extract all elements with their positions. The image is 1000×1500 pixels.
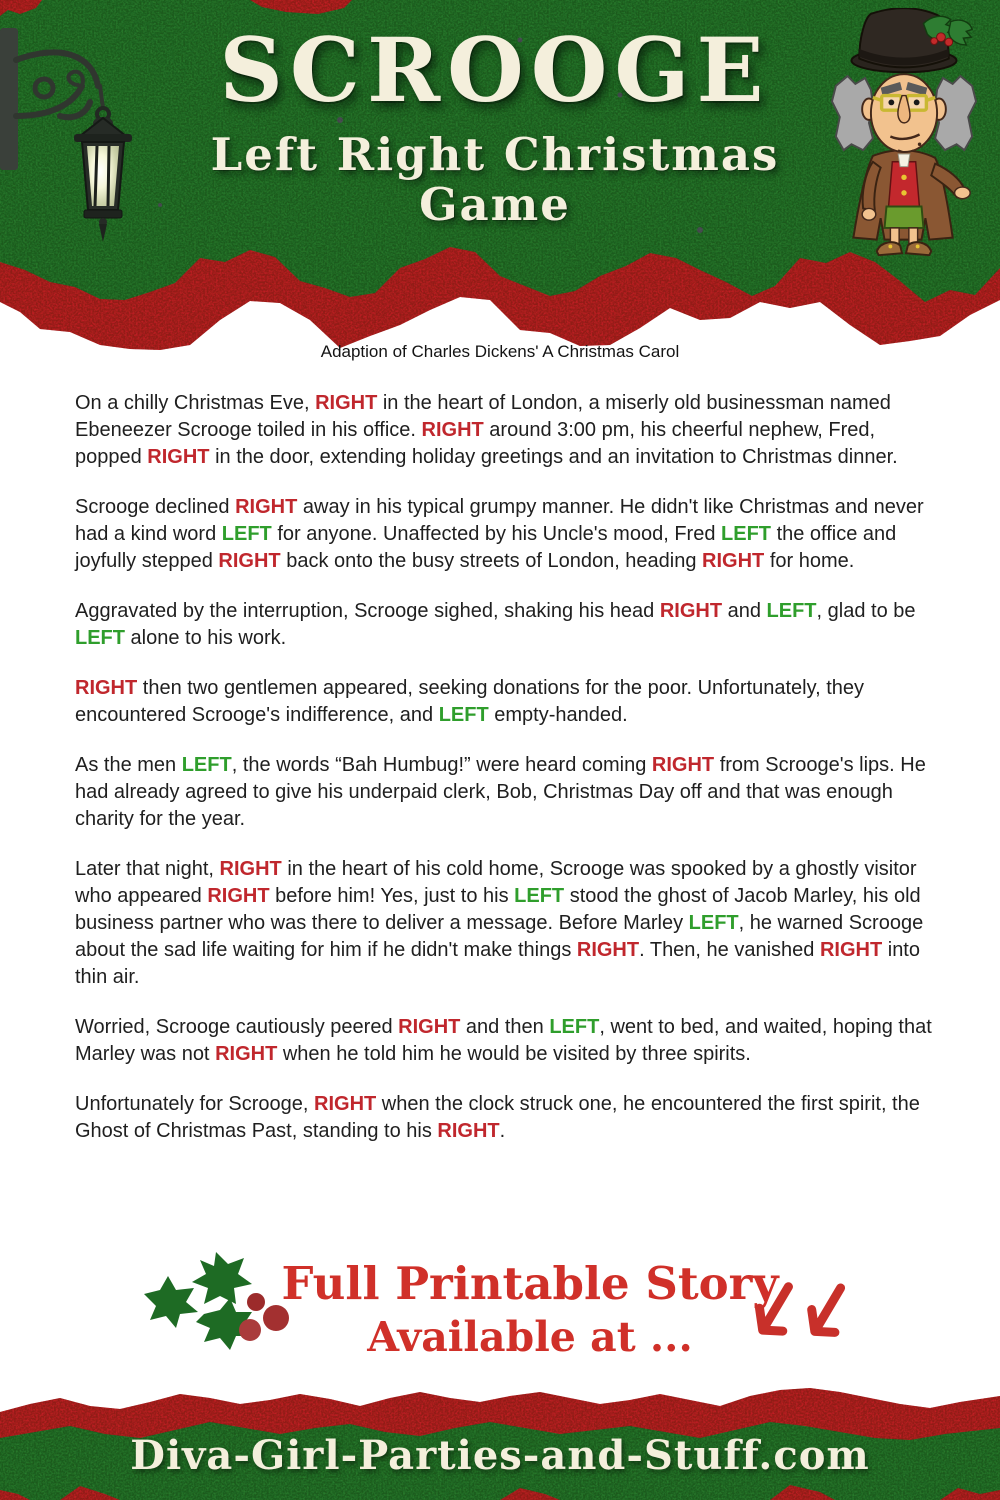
- page-subtitle: Left Right Christmas Game: [210, 128, 780, 231]
- right-keyword: RIGHT: [576, 939, 640, 961]
- right-keyword: RIGHT: [819, 939, 883, 961]
- story-text: in the heart of his cold home, Scrooge was spooked by a ghostly visitor who appeared: [75, 858, 917, 907]
- right-keyword: RIGHT: [314, 1093, 377, 1115]
- right-keyword: RIGHT: [75, 677, 138, 699]
- story-paragraph: [75, 675, 943, 729]
- left-keyword: LEFT: [75, 627, 125, 649]
- story-text: Scrooge declined: [75, 496, 236, 518]
- story-text: , went to bed, and waited, hoping that Marley was not: [75, 1016, 932, 1065]
- right-keyword: RIGHT: [147, 446, 210, 468]
- story-text: from Scrooge's lips. He had already agreed to give his underpaid clerk, Bob, Christmas Day off and that was enough charity for the year.: [75, 754, 926, 830]
- right-keyword: RIGHT: [421, 419, 484, 441]
- story-text: empty-handed.: [488, 704, 628, 726]
- promo-line2: Available at ...: [367, 1312, 693, 1361]
- header-titles: [145, 18, 845, 231]
- story-text: Unfortunately for Scrooge,: [75, 1093, 315, 1115]
- right-keyword: RIGHT: [651, 754, 715, 776]
- hat-holly-icon: [923, 16, 972, 46]
- story-text: .: [499, 1120, 506, 1142]
- story-text: away in his typical grumpy manner. He didn't like Christmas and never had a kind word: [75, 496, 924, 545]
- story-text: stood the ghost of Jacob Marley, his old business partner who was there to deliver a message. Before Marley: [75, 885, 921, 934]
- story-text: when the clock struck one, he encountered the first spirit, the Ghost of Christmas Past, standing to his: [75, 1093, 920, 1142]
- left-keyword: LEFT: [721, 523, 772, 545]
- story-paragraph: [75, 494, 943, 575]
- left-keyword: LEFT: [514, 885, 565, 907]
- story-paragraph: [75, 598, 943, 652]
- right-keyword: RIGHT: [659, 600, 723, 622]
- right-keyword: RIGHT: [207, 885, 270, 907]
- story-text: , he warned Scrooge about the sad life waiting for him if he didn't make things: [75, 912, 924, 961]
- story-paragraph: [75, 752, 943, 833]
- story-text: for home.: [764, 550, 855, 572]
- story-text: in the heart of London, a miserly old businessman named Ebeneezer Scrooge toiled in his office.: [75, 392, 891, 441]
- story-text: Worried, Scrooge cautiously peered: [75, 1016, 399, 1038]
- right-keyword: RIGHT: [235, 496, 298, 518]
- left-keyword: LEFT: [181, 754, 232, 776]
- left-keyword: LEFT: [438, 704, 489, 726]
- story-paragraph: [75, 1091, 943, 1145]
- story-paragraph: [75, 856, 943, 991]
- story-text: around 3:00 pm, his cheerful nephew, Fred, popped: [75, 419, 876, 468]
- right-keyword: RIGHT: [219, 858, 282, 880]
- right-keyword: RIGHT: [398, 1016, 461, 1038]
- story: [75, 390, 943, 1168]
- story-text: , the words “Bah Humbug!” were heard coming: [231, 754, 652, 776]
- story-text: back onto the busy streets of London, heading: [280, 550, 703, 572]
- left-keyword: LEFT: [549, 1016, 600, 1038]
- scrooge-icon: [826, 8, 982, 261]
- story-text: before him! Yes, just to his: [269, 885, 515, 907]
- left-keyword: LEFT: [688, 912, 739, 934]
- story-paragraph: [75, 1014, 943, 1068]
- right-keyword: RIGHT: [215, 1043, 278, 1065]
- story-text: alone to his work.: [125, 627, 287, 649]
- promo-text: [270, 1258, 790, 1361]
- story-paragraph: [75, 390, 943, 471]
- double-down-left-arrows-icon: [746, 1280, 861, 1352]
- story-text: As the men: [75, 754, 182, 776]
- right-keyword: RIGHT: [702, 550, 765, 572]
- story-text: when he told him he would be visited by three spirits.: [277, 1043, 751, 1065]
- story-text: the office and joyfully stepped: [75, 523, 897, 572]
- tagline: Adaption of Charles Dickens' A Christmas Carol: [320, 342, 680, 361]
- right-keyword: RIGHT: [218, 550, 281, 572]
- story-text: for anyone. Unaffected by his Uncle's mood, Fred: [271, 523, 722, 545]
- right-keyword: RIGHT: [437, 1120, 500, 1142]
- story-text: into thin air.: [75, 939, 920, 988]
- left-keyword: LEFT: [766, 600, 817, 622]
- left-keyword: LEFT: [221, 523, 272, 545]
- story-text: and: [722, 600, 767, 622]
- website-text: Diva-Girl-Parties-and-Stuff.com: [130, 1432, 870, 1479]
- story-text: . Then, he vanished: [639, 939, 820, 961]
- story-text: then two gentlemen appeared, seeking donations for the poor. Unfortunately, they encountered Scrooge's indifference, and: [75, 677, 864, 726]
- story-text: On a chilly Christmas Eve,: [75, 392, 316, 414]
- story-text: and then: [460, 1016, 550, 1038]
- story-text: in the door, extending holiday greetings and an invitation to Christmas dinner.: [209, 446, 898, 468]
- story-text: , glad to be: [816, 600, 916, 622]
- story-text: Later that night,: [75, 858, 220, 880]
- page-title: SCROOGE: [219, 18, 771, 122]
- story-text: Aggravated by the interruption, Scrooge sighed, shaking his head: [75, 600, 660, 622]
- promo-line1: Full Printable Story: [281, 1257, 779, 1310]
- right-keyword: RIGHT: [315, 392, 378, 414]
